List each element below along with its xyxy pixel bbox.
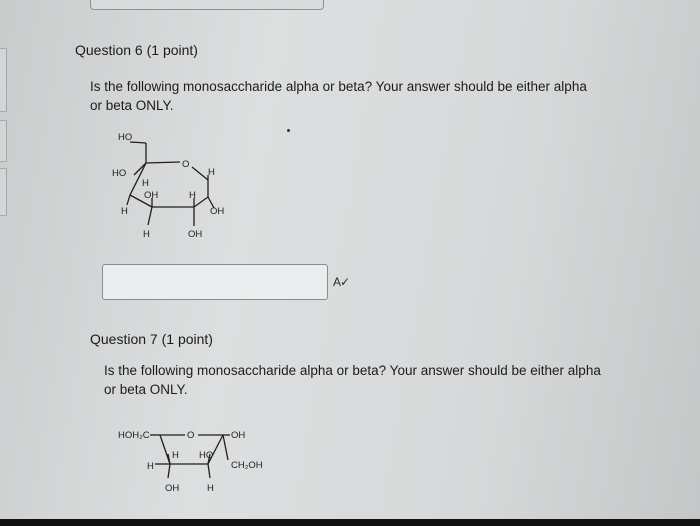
question-6-prompt-line2: or beta ONLY. xyxy=(90,98,174,113)
label-h-left: H xyxy=(147,461,154,472)
label-ring-o: O xyxy=(182,159,190,170)
spellcheck-icon[interactable]: A✓ xyxy=(333,275,350,289)
question-6-prompt-line1: Is the following monosaccharide alpha or beta? Your answer should be either alpha xyxy=(90,79,587,94)
question-7-prompt-line2: or beta ONLY. xyxy=(104,382,188,397)
previous-answer-box xyxy=(90,0,324,10)
question-7-title: Question 7 xyxy=(90,331,158,347)
label-ch2oh: CH₂OH xyxy=(231,460,263,471)
bottom-edge xyxy=(0,519,700,526)
label-h-left: H xyxy=(121,206,128,217)
question-6-points: (1 point) xyxy=(146,42,198,58)
label-ho-inner: HO xyxy=(199,450,214,461)
label-hoh2c: HOH₂C xyxy=(118,430,150,441)
label-ho-left: HO xyxy=(112,168,127,179)
left-edge-tab xyxy=(0,48,7,112)
question-6-prompt xyxy=(90,77,587,115)
question-7-prompt-line1: Is the following monosaccharide alpha or beta? Your answer should be either alpha xyxy=(104,363,601,378)
left-edge-tab xyxy=(0,168,7,216)
label-h-c4: H xyxy=(142,178,149,189)
left-edge-tab xyxy=(0,120,7,162)
question-6-header xyxy=(75,42,198,58)
label-h-inner: H xyxy=(172,450,179,461)
label-oh-right: OH xyxy=(210,206,225,217)
question-7-structure xyxy=(110,420,280,500)
question-7-points: (1 point) xyxy=(161,331,213,347)
question-7-header xyxy=(90,331,213,347)
label-oh-bottom: OH xyxy=(165,483,180,494)
label-ring-o: O xyxy=(187,430,195,441)
question-6-structure xyxy=(100,125,250,245)
label-h-top-right: H xyxy=(208,167,215,178)
stray-dot xyxy=(287,129,290,132)
question-6-answer-input[interactable] xyxy=(102,264,328,300)
label-h-mid: H xyxy=(189,190,196,201)
label-oh-bottom: OH xyxy=(188,229,203,240)
label-h-bottom: H xyxy=(143,229,150,240)
label-oh-top: OH xyxy=(231,430,246,441)
label-ho-top: HO xyxy=(118,132,133,143)
label-h-bottom: H xyxy=(207,483,214,494)
label-oh-mid: OH xyxy=(144,190,159,201)
question-7-prompt xyxy=(104,361,601,399)
question-6-title: Question 6 xyxy=(75,42,143,58)
